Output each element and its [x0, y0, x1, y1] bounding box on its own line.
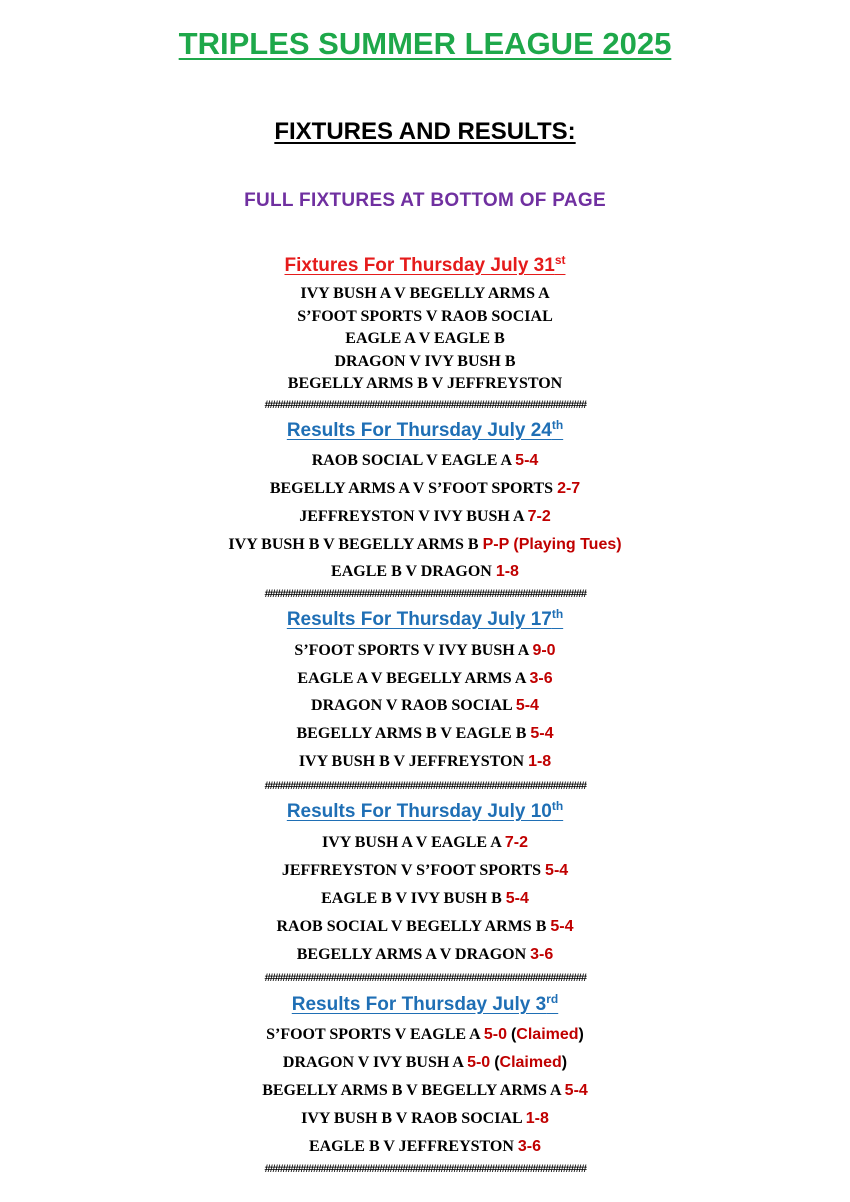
heading-ordinal: th: [551, 799, 564, 813]
heading-ordinal: rd: [546, 992, 559, 1006]
claimed-note: Claimed: [499, 1054, 562, 1071]
match-text: IVY BUSH B V JEFFREYSTON: [298, 753, 525, 770]
score: 1-8: [525, 1110, 549, 1127]
section-heading-results-jul-24: [0, 420, 850, 442]
fixture-row: [0, 375, 850, 393]
match-text: S’FOOT SPORTS V EAGLE A: [266, 1026, 480, 1043]
heading-text: Fixtures For Thursday July 31: [284, 255, 555, 276]
match-text: BEGELLY ARMS B V BEGELLY ARMS A: [262, 1082, 561, 1099]
claimed-note: Claimed: [516, 1026, 579, 1043]
match-text: EAGLE A V BEGELLY ARMS A: [297, 670, 526, 687]
section-separator: ###############################################################: [264, 589, 586, 601]
match-text: RAOB SOCIAL V EAGLE A: [311, 452, 512, 469]
score: 1-8: [528, 753, 552, 770]
match-text: BEGELLY ARMS A V DRAGON: [296, 946, 527, 963]
fixture-row: [0, 308, 850, 326]
section-separator: ###############################################################: [264, 973, 586, 985]
heading-text: Results For Thursday July 10: [286, 801, 552, 822]
page-title: TRIPLES SUMMER LEAGUE 2025: [178, 26, 672, 61]
score: 5-4: [545, 862, 569, 879]
score: 1-8: [495, 563, 519, 580]
result-row: [0, 890, 850, 908]
section-separator: ###############################################################: [264, 781, 586, 793]
match-text: S’FOOT SPORTS V RAOB SOCIAL: [297, 308, 553, 325]
result-row: [0, 1054, 850, 1072]
heading-ordinal: st: [554, 253, 566, 267]
section-heading-fixtures-jul-31: [0, 255, 850, 277]
result-row: [0, 508, 850, 526]
fixtures-results-heading: FIXTURES AND RESULTS:: [274, 118, 576, 145]
fixture-row: [0, 353, 850, 371]
score: 7-2: [504, 834, 528, 851]
result-row: [0, 918, 850, 936]
result-row: [0, 697, 850, 715]
score: 5-4: [550, 918, 574, 935]
result-row: [0, 946, 850, 964]
match-text: IVY BUSH A V EAGLE A: [321, 834, 501, 851]
heading-text: Results For Thursday July 3: [291, 994, 547, 1015]
fixture-row: [0, 285, 850, 303]
score: 5-0: [467, 1054, 491, 1071]
match-text: IVY BUSH A V BEGELLY ARMS A: [300, 285, 550, 302]
match-text: IVY BUSH B V BEGELLY ARMS B: [228, 536, 479, 553]
match-text: S’FOOT SPORTS V IVY BUSH A: [294, 642, 529, 659]
result-row: [0, 753, 850, 771]
heading-text: Results For Thursday July 24: [286, 420, 552, 441]
fixture-row: [0, 330, 850, 348]
paren-close: ): [561, 1054, 568, 1071]
score: 9-0: [532, 642, 556, 659]
result-row: [0, 642, 850, 660]
match-text: IVY BUSH B V RAOB SOCIAL: [301, 1110, 522, 1127]
match-text: JEFFREYSTON V IVY BUSH A: [299, 508, 524, 525]
match-text: DRAGON V IVY BUSH A: [282, 1054, 464, 1071]
result-row: [0, 1110, 850, 1128]
score: 7-2: [527, 508, 551, 525]
heading-ordinal: th: [551, 418, 564, 432]
match-text: DRAGON V RAOB SOCIAL: [311, 697, 512, 714]
result-row: [0, 725, 850, 743]
result-row: [0, 862, 850, 880]
result-row: [0, 834, 850, 852]
score: 5-0: [483, 1026, 507, 1043]
paren-open: (: [510, 1026, 517, 1043]
score: 3-6: [530, 946, 554, 963]
result-row: [0, 563, 850, 581]
section-heading-results-jul-17: [0, 609, 850, 631]
score: 5-4: [515, 452, 539, 469]
score: 5-4: [530, 725, 554, 742]
score: 5-4: [505, 890, 529, 907]
result-row: [0, 670, 850, 688]
result-row: [0, 480, 850, 498]
score: 3-6: [517, 1138, 542, 1155]
score: 5-4: [515, 697, 539, 714]
full-fixtures-note: FULL FIXTURES AT BOTTOM OF PAGE: [244, 190, 606, 211]
match-text: BEGELLY ARMS B V JEFFREYSTON: [287, 375, 563, 392]
result-row: [0, 536, 850, 554]
section-heading-results-jul-3: [0, 994, 850, 1016]
match-text: EAGLE A V EAGLE B: [345, 330, 505, 347]
match-text: JEFFREYSTON V S’FOOT SPORTS: [281, 862, 542, 879]
match-text: DRAGON V IVY BUSH B: [334, 353, 516, 370]
match-text: EAGLE B V DRAGON: [331, 563, 492, 580]
section-separator: ###############################################################: [264, 1164, 586, 1176]
paren-close: ): [578, 1026, 584, 1043]
paren-open: (: [494, 1054, 500, 1071]
match-text: BEGELLY ARMS A V S’FOOT SPORTS: [269, 480, 554, 497]
match-text: RAOB SOCIAL V BEGELLY ARMS B: [276, 918, 547, 935]
result-row: [0, 1082, 850, 1100]
score: 2-7: [557, 480, 581, 497]
heading-ordinal: th: [551, 607, 564, 621]
match-text: EAGLE B V IVY BUSH B: [321, 890, 502, 907]
score: P-P (Playing Tues): [482, 536, 622, 553]
result-row: [0, 452, 850, 470]
result-row: [0, 1026, 850, 1044]
section-separator: ###############################################################: [264, 400, 586, 412]
match-text: EAGLE B V JEFFREYSTON: [308, 1138, 514, 1155]
section-heading-results-jul-10: [0, 801, 850, 823]
heading-text: Results For Thursday July 17: [286, 609, 552, 630]
score: 5-4: [564, 1082, 588, 1099]
score: 3-6: [529, 670, 553, 687]
result-row: [0, 1138, 850, 1156]
match-text: BEGELLY ARMS B V EAGLE B: [296, 725, 527, 742]
